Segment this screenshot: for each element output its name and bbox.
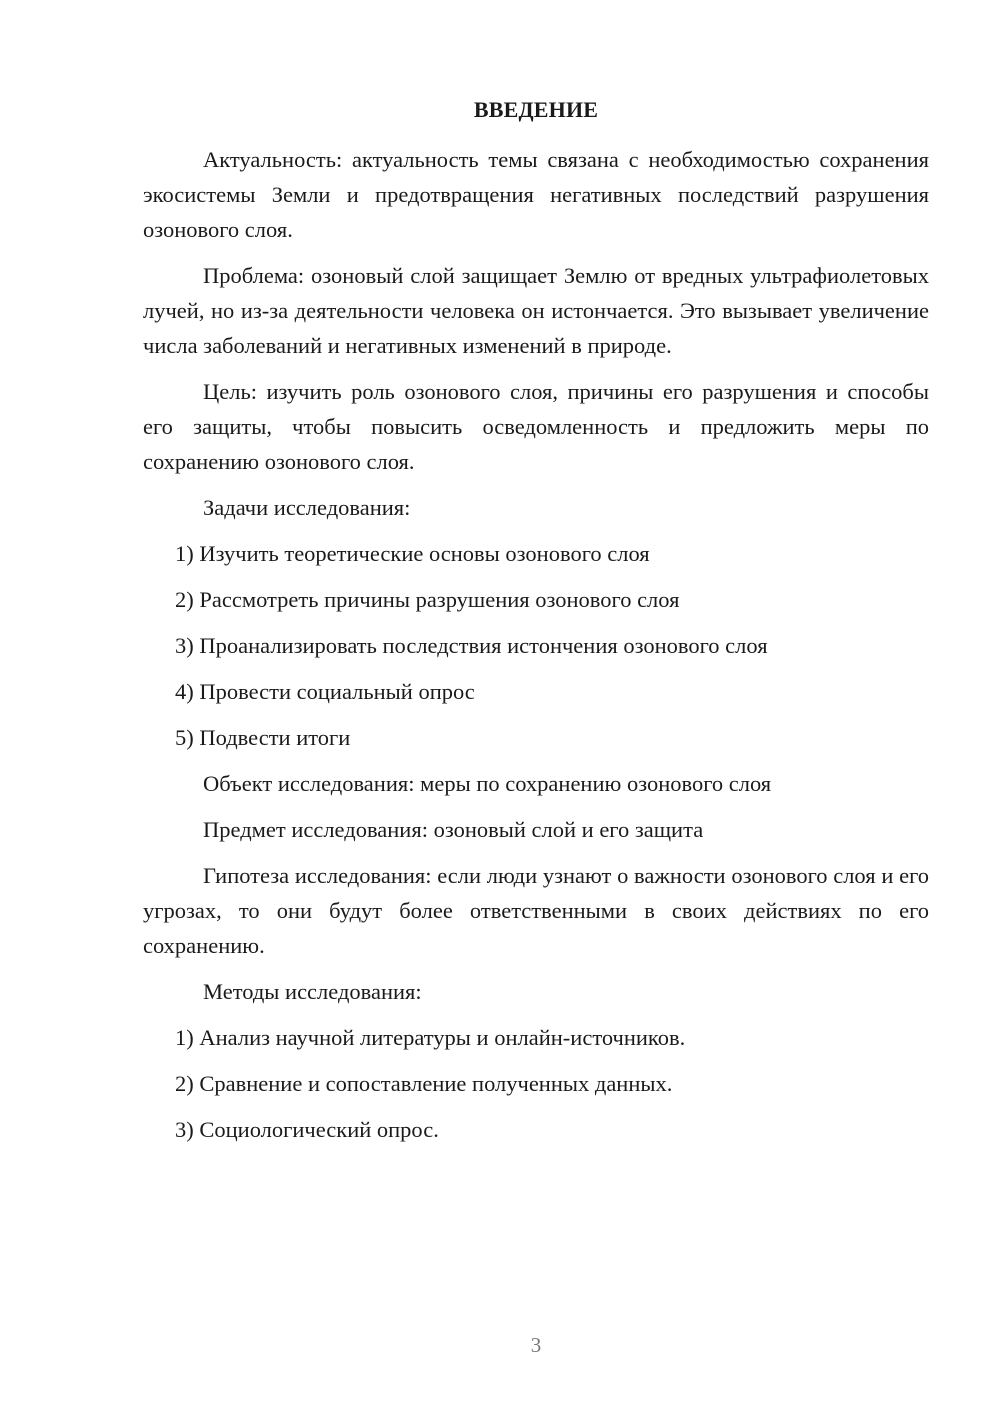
method-item-2: 2) Сравнение и сопоставление полученных данных.	[175, 1071, 673, 1096]
page-number: 3	[530, 1333, 542, 1357]
document-body	[143, 142, 929, 1158]
method-item-1: 1) Анализ научной литературы и онлайн-источников.	[175, 1025, 686, 1050]
task-item-1: 1) Изучить теоретические основы озонового слоя	[175, 541, 650, 566]
tasks-heading: Задачи исследования:	[203, 495, 411, 520]
method-item-3: 3) Социологический опрос.	[175, 1117, 439, 1142]
goal-paragraph: Цель: изучить роль озонового слоя, причины его разрушения и способы его защиты, чтобы повысить осведомленность и предложить меры по сохранению озонового слоя.	[143, 379, 929, 474]
task-item-2: 2) Рассмотреть причины разрушения озонового слоя	[175, 587, 680, 612]
page-title: ВВЕДЕНИЕ	[473, 97, 599, 122]
task-item-5: 5) Подвести итоги	[175, 725, 351, 750]
subject-paragraph: Предмет исследования: озоновый слой и его защита	[203, 817, 704, 842]
relevance-paragraph: Актуальность: актуальность темы связана с необходимостью сохранения экосистемы Земли и предотвращения негативных последствий разрушения озонового слоя.	[143, 147, 929, 242]
methods-heading: Методы исследования:	[203, 979, 422, 1004]
hypothesis-paragraph: Гипотеза исследования: если люди узнают о важности озонового слоя и его угрозах, то они будут более ответственными в своих действиях по его сохранению.	[143, 863, 929, 958]
problem-paragraph: Проблема: озоновый слой защищает Землю от вредных ультрафиолетовых лучей, но из-за деятельности человека он истончается. Это вызывает увеличение числа заболеваний и негативных изменений в природе.	[143, 263, 929, 358]
task-item-3: 3) Проанализировать последствия истончения озонового слоя	[175, 633, 768, 658]
object-paragraph: Объект исследования: меры по сохранению озонового слоя	[203, 771, 772, 796]
task-item-4: 4) Провести социальный опрос	[175, 679, 475, 704]
